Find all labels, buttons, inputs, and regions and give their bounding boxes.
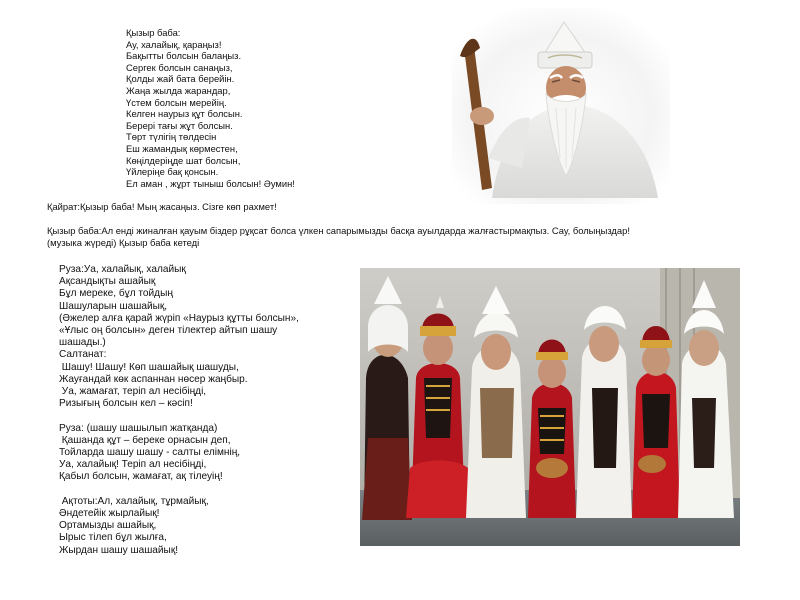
script-line: Салтанат: [59, 349, 107, 361]
script-line: Шашуларын шашайық, [59, 300, 168, 312]
script-line: шашады.) [59, 337, 106, 349]
script-line: Ризығың болсын кел – кәсіп! [59, 398, 193, 410]
script-line: Руза:Уа, халайық, халайық [59, 264, 186, 275]
poem-line: Үстем болсын мерейің. [126, 96, 227, 108]
poem-line: Қызыр баба: [126, 27, 181, 38]
script-line: Ырыс тілеп бұл жылға, [59, 532, 167, 544]
script-line: Жауғандай көк аспаннан нөсер жаңбыр. [59, 373, 248, 385]
script-line: Шашу! Шашу! Көп шашайық шашуды, [59, 361, 239, 373]
script-line: Уа, халайық! Теріп ал несібіңді, [59, 459, 207, 471]
paragraph-gap [59, 484, 299, 496]
poem-line: Ел аман , жұрт тыныш болсын! Әумин! [126, 177, 295, 189]
poem-line: Бақытты болсын балаңыз. [126, 50, 242, 62]
script-line: Қабыл болсын, жамағат, ақ тілеуің! [59, 471, 223, 483]
script-line: Уа, жамағат, теріп ал несібіңді, [59, 386, 207, 398]
script-line: Жырдан шашу шашайық! [59, 544, 179, 556]
poem-line: Еш жамандық көрместен, [126, 142, 238, 154]
script-line: Қашанда құт – береке орнасын деп, [59, 434, 231, 446]
poem-line: Ау, халайық, қараңыз! [126, 38, 222, 50]
script-block [59, 264, 299, 557]
poem-line: Төрт түлігің төлдесін [126, 131, 217, 143]
kydyr-farewell [47, 225, 630, 248]
poem-line: Қолды жай бата берейін. [126, 73, 235, 85]
kydyr-farewell-line: Қызыр баба:Ал енді жиналған қауым біздер рұқсат болса үлкен сапарымызды басқа ауылдарда жалғастырмақпыз. Сау, болыңыздар! [47, 225, 630, 236]
script-line: Ақсандықты ашайық [59, 276, 156, 288]
kairat-text: Қайрат:Қызыр баба! Мың жасаңыз. Сізге көп рахмет! [47, 201, 277, 212]
poem-line: Келген наурыз құт болсын. [126, 108, 243, 120]
script-line: Ортамызды ашайық, [59, 520, 157, 532]
poem-line: Көңілдеріңде шат болсын, [126, 154, 241, 166]
poem-line: Сергек болсын санаңыз, [126, 61, 233, 73]
poem-line: Үйлеріңе бақ қонсын. [126, 166, 219, 178]
paragraph-gap [59, 410, 299, 422]
poem-block [126, 27, 295, 189]
poem-line: Жаңа жылда жарандар, [126, 84, 231, 96]
poem-line: Берері тағы жұт болсын. [126, 119, 233, 131]
kairat-line [47, 201, 277, 213]
script-line: Руза: (шашу шашылып жатқанда) [59, 422, 218, 434]
elder-photo-icon [452, 8, 670, 204]
script-line: «Ұлыс оң болсын» деген тілектер айтып шашу [59, 325, 278, 337]
script-line: Бұл мереке, бұл тойдың [59, 288, 173, 300]
stage-direction: (музыка жүреді) Қызыр баба кетеді [47, 236, 200, 248]
girls-in-costume-photo-icon [360, 268, 740, 546]
script-line: Ақтоты:Ал, халайық, тұрмайық, [59, 495, 209, 507]
script-line: Әндетейік жырлайық! [59, 508, 160, 520]
script-line: (Әжелер алға қарай жүріп «Наурыз құтты болсын», [59, 312, 299, 324]
script-line: Тойларда шашу шашу - салты елімнің, [59, 447, 241, 459]
